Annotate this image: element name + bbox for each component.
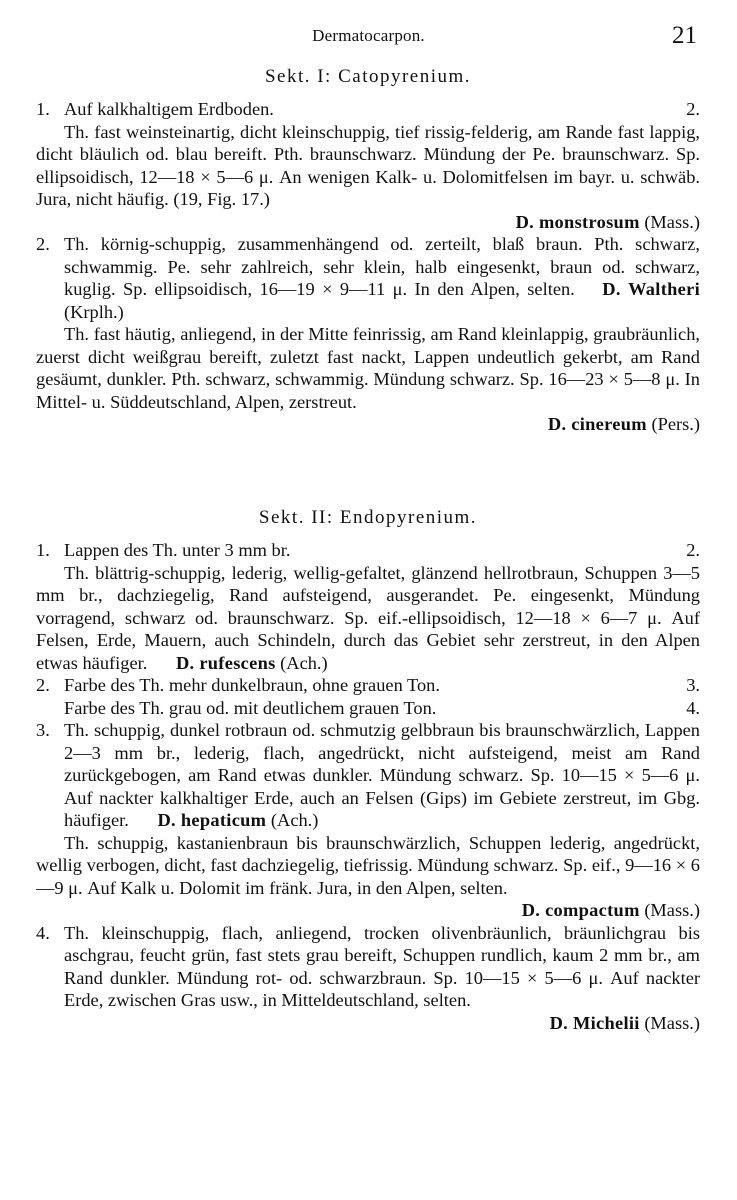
species-name-inline — [133, 810, 318, 830]
species-name: D. Michelii — [549, 1012, 640, 1033]
running-head — [0, 22, 737, 52]
couplet-reference: 2. — [686, 99, 700, 119]
species-description: Th. fast häutig, anliegend, in der Mitte feinrissig, am Rand kleinlappig, graubräunlich, zuerst dicht weißgrau bereift, zuletzt fast nackt, Lappen undeutlich gekerbt, am Rand gesäumt, dunkler. Pth. schwarz, schwammig. Mündung schwarz. Sp. 16—23 × 5—8 μ. In Mittel- u. Süddeutschland, Alpen, zerstreut. — [36, 324, 700, 412]
page-number: 21 — [672, 22, 697, 49]
species-author: (Krplh.) — [64, 301, 124, 322]
couplet-text: Farbe des Th. grau od. mit deutlichem grauen Ton. — [64, 697, 437, 718]
species-name-line — [36, 899, 700, 922]
species-name: D. rufescens — [175, 652, 276, 673]
key-couplet — [36, 922, 700, 1012]
key-couplet — [36, 539, 700, 562]
key-entry — [36, 674, 700, 719]
species-description — [36, 562, 700, 675]
couplet-reference: 2. — [686, 540, 700, 560]
species-name-line — [36, 1012, 700, 1035]
key-entry — [36, 539, 700, 674]
species-description — [64, 233, 700, 323]
key-entry — [36, 832, 700, 922]
key-entry — [36, 922, 700, 1035]
couplet-text: Farbe des Th. mehr dunkelbraun, ohne grauen Ton. — [64, 675, 440, 695]
key-couplet — [36, 233, 700, 323]
couplet-text: Lappen des Th. unter 3 mm br. — [64, 540, 291, 560]
species-name: D. cinereum — [547, 414, 647, 434]
key-entry — [36, 719, 700, 832]
species-description: Th. fast weinsteinartig, dicht kleinschuppig, tief rissig-felderig, am Rande fast lappig, dicht bläulich od. blau bereift. Pth. braunschwarz. Mündung der Pe. braunschwarz. Sp. ellipsoidisch, 12—18 × 5—6 μ. An wenigen Kalk- u. Dolomitfelsen im bayr. u. schwäb. Jura, nicht häufig. (19, Fig. 17.) — [36, 121, 700, 209]
species-name: D. hepaticum — [157, 810, 267, 830]
entry-number: 4. — [36, 922, 50, 943]
description-text: Th. körnig-schuppig, zusammenhängend od. zerteilt, blaß braun. Pth. schwarz, schwammig. Pe. sehr zahlreich, sehr klein, halb eingesenkt, braun od. schwarz, kuglig. Sp. ellipsoidisch, 16—19 × 9—11 μ. In den Alpen, selten. — [64, 234, 700, 299]
key-couplet — [36, 674, 700, 697]
couplet-reference: 3. — [686, 675, 700, 695]
key-entry — [36, 233, 700, 323]
couplet-text: Auf kalkhaltigem Erdboden. — [64, 99, 274, 119]
species-author: (Ach.) — [280, 652, 328, 673]
entry-number: 2. — [36, 234, 50, 254]
entry-number: 2. — [36, 675, 50, 695]
species-description: Th. kleinschuppig, flach, anliegend, trocken olivenbräunlich, bräunlichgrau bis aschgrau, feucht grün, fast stets grau bereift, Schuppen rundlich, kaum 2 mm br., am Rand dunkler. Mündung rot- od. schwarzbraun. Sp. 10—15 × 5—6 μ. Auf nackter Erde, zwischen Gras usw., in Mitteldeutschland, selten. — [64, 922, 700, 1010]
species-author: (Mass.) — [644, 1012, 700, 1033]
species-name-line — [36, 211, 700, 234]
species-name: D. monstrosum — [515, 211, 640, 232]
species-name-inline — [152, 653, 328, 673]
description-text: Th. schuppig, dunkel rotbraun od. schmutzig gelbbraun bis braunschwärzlich, Lappen 2—3 mm br., lederig, flach, angedrückt, nicht aufsteigend, meist am Rand zurückgebogen, am Rand etwas dunkler. Mündung schwarz. Sp. 10—15 × 5—6 μ. Auf nackter kalkhaltiger Erde, auch an Felsen (Gips) im Gebiete zerstreut, im Gbg. häufiger. — [64, 720, 700, 830]
couplet-reference: 4. — [686, 697, 700, 718]
species-description — [64, 719, 700, 832]
description-text: Th. blättrig-schuppig, lederig, wellig-gefaltet, glänzend hellrotbraun, Schuppen 3—5 mm br., dachziegelig, Rand aufsteigend, ausgerandet. Pe. eingesenkt, Mündung vorragend, schwarz od. braunschwarz. Sp. eif.-ellipsoidisch, 12—18 × 6—7 μ. Auf Felsen, Erde, Mauern, auch Schindeln, durch das Gebiet sehr zerstreut, in den Alpen etwas häufiger. — [36, 562, 700, 673]
key-couplet — [36, 719, 700, 832]
section-catopyrenium — [36, 62, 700, 436]
species-author: (Ach.) — [270, 810, 319, 830]
entry-number: 3. — [36, 720, 50, 740]
species-name-line — [36, 413, 700, 436]
section-endopyrenium — [36, 503, 700, 1034]
running-title: Dermatocarpon. — [312, 26, 425, 45]
entry-number: 1. — [36, 540, 50, 560]
species-description: Th. schuppig, kastanienbraun bis braunschwärzlich, Schuppen lederig, angedrückt, wellig verbogen, dicht, fast dachziegelig, tiefrissig. Mündung schwarz. Sp. eif., 9—16 × 6—9 μ. Auf Kalk u. Dolomit im fränk. Jura, in den Alpen, selten. — [36, 832, 700, 898]
species-author: (Mass.) — [644, 900, 700, 920]
key-couplet — [36, 98, 700, 121]
species-author: (Pers.) — [651, 414, 700, 434]
key-entry — [36, 98, 700, 233]
key-couplet-alternative — [36, 697, 700, 720]
key-entry — [36, 323, 700, 436]
entry-number: 1. — [36, 99, 50, 119]
species-author: (Mass.) — [644, 211, 700, 232]
species-name: D. compactum — [521, 900, 640, 920]
species-name: D. Waltheri — [602, 279, 700, 299]
section-heading: Sekt. I: Catopyrenium. — [264, 66, 472, 87]
section-heading: Sekt. II: Endopyrenium. — [258, 507, 478, 528]
